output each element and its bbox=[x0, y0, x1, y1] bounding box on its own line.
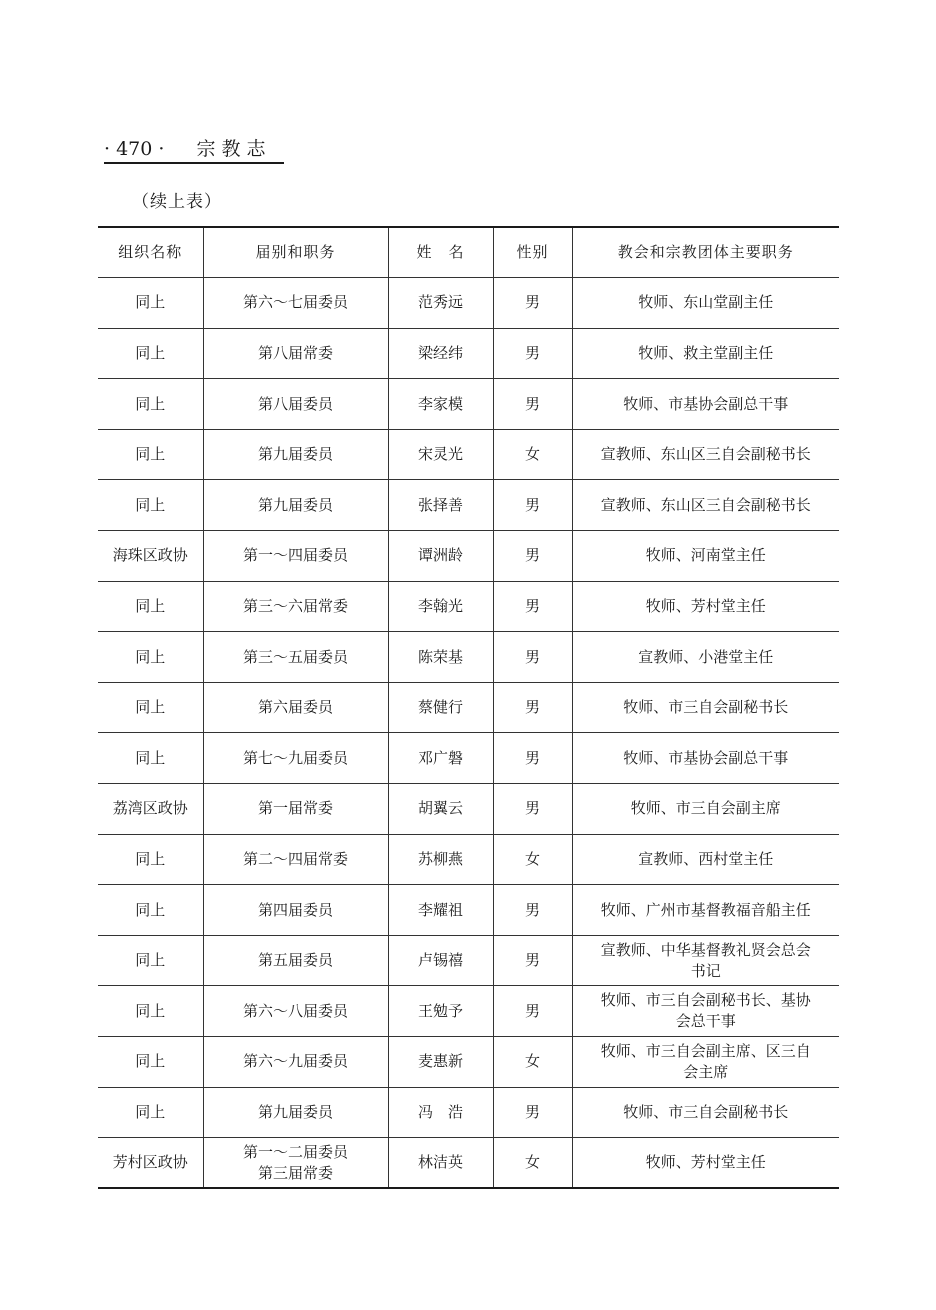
cell-duty bbox=[572, 733, 839, 784]
cell-org: 同上 bbox=[98, 429, 203, 480]
cell-gender: 男 bbox=[493, 379, 572, 430]
cell-org: 海珠区政协 bbox=[98, 531, 203, 582]
cell-term bbox=[203, 328, 388, 379]
table-row bbox=[98, 733, 839, 784]
continued-label: （续上表） bbox=[132, 192, 222, 212]
cell-gender: 男 bbox=[493, 632, 572, 683]
cell-gender: 男 bbox=[493, 531, 572, 582]
cell-term bbox=[203, 682, 388, 733]
cell-duty bbox=[572, 480, 839, 531]
cell-org: 同上 bbox=[98, 885, 203, 936]
cell-term bbox=[203, 986, 388, 1037]
duty-line: 牧师、市三自会副秘书长、基协 bbox=[600, 991, 811, 1010]
cell-duty bbox=[572, 531, 839, 582]
duty-line: 牧师、芳村堂主任 bbox=[645, 596, 766, 615]
page-header bbox=[104, 136, 284, 164]
term-line: 第三届常委 bbox=[257, 1163, 333, 1182]
cell-name: 谭洲龄 bbox=[388, 531, 493, 582]
cell-org: 同上 bbox=[98, 581, 203, 632]
term-line: 第八届委员 bbox=[257, 394, 333, 413]
table-row bbox=[98, 986, 839, 1037]
cell-term bbox=[203, 379, 388, 430]
table-row bbox=[98, 632, 839, 683]
cell-term bbox=[203, 581, 388, 632]
cell-name: 冯 浩 bbox=[388, 1087, 493, 1138]
book-title: 宗教志 bbox=[196, 138, 272, 160]
term-line: 第八届常委 bbox=[257, 343, 333, 362]
cell-gender: 男 bbox=[493, 733, 572, 784]
cell-name: 范秀远 bbox=[388, 278, 493, 329]
cell-duty bbox=[572, 632, 839, 683]
column-header-name: 姓 名 bbox=[388, 227, 493, 278]
cell-name: 王勉予 bbox=[388, 986, 493, 1037]
cell-duty bbox=[572, 885, 839, 936]
cell-term bbox=[203, 784, 388, 835]
cell-duty bbox=[572, 682, 839, 733]
duty-line: 牧师、市三自会副主席、区三自 bbox=[600, 1041, 811, 1060]
cell-duty bbox=[572, 1087, 839, 1138]
cell-term bbox=[203, 834, 388, 885]
cell-org: 同上 bbox=[98, 278, 203, 329]
cell-duty bbox=[572, 834, 839, 885]
cell-name: 宋灵光 bbox=[388, 429, 493, 480]
column-header-gender: 性别 bbox=[493, 227, 572, 278]
page-number: · 470 · bbox=[104, 138, 165, 160]
cell-term bbox=[203, 733, 388, 784]
cell-gender: 男 bbox=[493, 935, 572, 986]
column-header-term: 届别和职务 bbox=[203, 227, 388, 278]
cell-org: 同上 bbox=[98, 480, 203, 531]
cell-org: 同上 bbox=[98, 1087, 203, 1138]
cell-duty bbox=[572, 1037, 839, 1088]
table-row bbox=[98, 480, 839, 531]
term-line: 第六～九届委员 bbox=[242, 1052, 348, 1071]
term-line: 第九届委员 bbox=[257, 445, 333, 464]
table-row bbox=[98, 1138, 839, 1189]
column-header-duty: 教会和宗教团体主要职务 bbox=[572, 227, 839, 278]
cell-gender: 男 bbox=[493, 682, 572, 733]
cell-duty bbox=[572, 581, 839, 632]
cell-gender: 男 bbox=[493, 480, 572, 531]
duty-line: 宣教师、东山区三自会副秘书长 bbox=[600, 445, 811, 464]
cell-term bbox=[203, 1037, 388, 1088]
cell-duty bbox=[572, 328, 839, 379]
cell-gender: 女 bbox=[493, 429, 572, 480]
duty-line: 牧师、救主堂副主任 bbox=[638, 343, 774, 362]
cell-gender: 男 bbox=[493, 581, 572, 632]
duty-line: 牧师、河南堂主任 bbox=[645, 546, 766, 565]
duty-line: 牧师、市基协会副总干事 bbox=[623, 748, 789, 767]
table-row bbox=[98, 429, 839, 480]
table-row bbox=[98, 581, 839, 632]
cell-gender: 男 bbox=[493, 986, 572, 1037]
cell-org: 同上 bbox=[98, 733, 203, 784]
cell-term bbox=[203, 1138, 388, 1189]
cell-duty bbox=[572, 986, 839, 1037]
duty-line: 牧师、广州市基督教福音船主任 bbox=[600, 900, 811, 919]
cell-name: 卢锡禧 bbox=[388, 935, 493, 986]
clergy-table bbox=[98, 226, 839, 1189]
duty-line: 牧师、市三自会副秘书长 bbox=[623, 1102, 789, 1121]
duty-line: 宣教师、东山区三自会副秘书长 bbox=[600, 495, 811, 514]
cell-gender: 女 bbox=[493, 834, 572, 885]
table-row bbox=[98, 1087, 839, 1138]
term-line: 第九届委员 bbox=[257, 1102, 333, 1121]
cell-gender: 女 bbox=[493, 1037, 572, 1088]
duty-line: 牧师、市三自会副主席 bbox=[630, 799, 781, 818]
cell-name: 蔡健行 bbox=[388, 682, 493, 733]
column-header-org: 组织名称 bbox=[98, 227, 203, 278]
term-line: 第一～四届委员 bbox=[242, 546, 348, 565]
cell-gender: 女 bbox=[493, 1138, 572, 1189]
table-body bbox=[98, 278, 839, 1189]
cell-name: 陈荣基 bbox=[388, 632, 493, 683]
cell-duty bbox=[572, 429, 839, 480]
term-line: 第三～五届委员 bbox=[242, 647, 348, 666]
cell-duty bbox=[572, 379, 839, 430]
cell-org: 同上 bbox=[98, 632, 203, 683]
table-row bbox=[98, 328, 839, 379]
duty-line: 宣教师、小港堂主任 bbox=[638, 647, 774, 666]
term-line: 第七～九届委员 bbox=[242, 748, 348, 767]
cell-term bbox=[203, 632, 388, 683]
cell-org: 同上 bbox=[98, 834, 203, 885]
cell-org: 同上 bbox=[98, 1037, 203, 1088]
cell-name: 麦惠新 bbox=[388, 1037, 493, 1088]
cell-term bbox=[203, 429, 388, 480]
table-row bbox=[98, 682, 839, 733]
table-row bbox=[98, 885, 839, 936]
cell-gender: 男 bbox=[493, 784, 572, 835]
table-row bbox=[98, 379, 839, 430]
cell-name: 李耀祖 bbox=[388, 885, 493, 936]
table-row bbox=[98, 531, 839, 582]
cell-name: 李家模 bbox=[388, 379, 493, 430]
duty-line: 牧师、市基协会副总干事 bbox=[623, 394, 789, 413]
cell-name: 胡翼云 bbox=[388, 784, 493, 835]
duty-line: 会总干事 bbox=[675, 1012, 736, 1031]
cell-gender: 男 bbox=[493, 278, 572, 329]
duty-line: 宣教师、中华基督教礼贤会总会 bbox=[600, 940, 811, 959]
cell-term bbox=[203, 885, 388, 936]
term-line: 第六～七届委员 bbox=[242, 293, 348, 312]
term-line: 第三～六届常委 bbox=[242, 596, 348, 615]
cell-term bbox=[203, 1087, 388, 1138]
term-line: 第一～二届委员 bbox=[242, 1142, 348, 1161]
cell-term bbox=[203, 531, 388, 582]
cell-name: 林洁英 bbox=[388, 1138, 493, 1189]
table-row bbox=[98, 784, 839, 835]
table-row bbox=[98, 935, 839, 986]
cell-org: 同上 bbox=[98, 379, 203, 430]
cell-gender: 男 bbox=[493, 1087, 572, 1138]
cell-org: 芳村区政协 bbox=[98, 1138, 203, 1189]
duty-line: 书记 bbox=[690, 961, 721, 980]
cell-org: 同上 bbox=[98, 986, 203, 1037]
cell-org: 荔湾区政协 bbox=[98, 784, 203, 835]
cell-term bbox=[203, 480, 388, 531]
cell-org: 同上 bbox=[98, 328, 203, 379]
cell-name: 梁经纬 bbox=[388, 328, 493, 379]
cell-name: 苏柳燕 bbox=[388, 834, 493, 885]
table-row bbox=[98, 278, 839, 329]
term-line: 第五届委员 bbox=[257, 951, 333, 970]
cell-duty bbox=[572, 784, 839, 835]
duty-line: 宣教师、西村堂主任 bbox=[638, 849, 774, 868]
duty-line: 牧师、芳村堂主任 bbox=[645, 1153, 766, 1172]
duty-line: 会主席 bbox=[683, 1062, 729, 1081]
term-line: 第六届委员 bbox=[257, 698, 333, 717]
cell-term bbox=[203, 278, 388, 329]
duty-line: 牧师、市三自会副秘书长 bbox=[623, 698, 789, 717]
term-line: 第九届委员 bbox=[257, 495, 333, 514]
table-row bbox=[98, 1037, 839, 1088]
term-line: 第六～八届委员 bbox=[242, 1001, 348, 1020]
cell-org: 同上 bbox=[98, 682, 203, 733]
table-row bbox=[98, 834, 839, 885]
cell-name: 张择善 bbox=[388, 480, 493, 531]
cell-org: 同上 bbox=[98, 935, 203, 986]
term-line: 第一届常委 bbox=[257, 799, 333, 818]
cell-gender: 男 bbox=[493, 885, 572, 936]
cell-gender: 男 bbox=[493, 328, 572, 379]
table-header-row bbox=[98, 227, 839, 278]
cell-name: 李翰光 bbox=[388, 581, 493, 632]
duty-line: 牧师、东山堂副主任 bbox=[638, 293, 774, 312]
cell-duty bbox=[572, 1138, 839, 1189]
cell-term bbox=[203, 935, 388, 986]
term-line: 第二～四届常委 bbox=[242, 849, 348, 868]
cell-duty bbox=[572, 278, 839, 329]
cell-name: 邓广磐 bbox=[388, 733, 493, 784]
cell-duty bbox=[572, 935, 839, 986]
term-line: 第四届委员 bbox=[257, 900, 333, 919]
